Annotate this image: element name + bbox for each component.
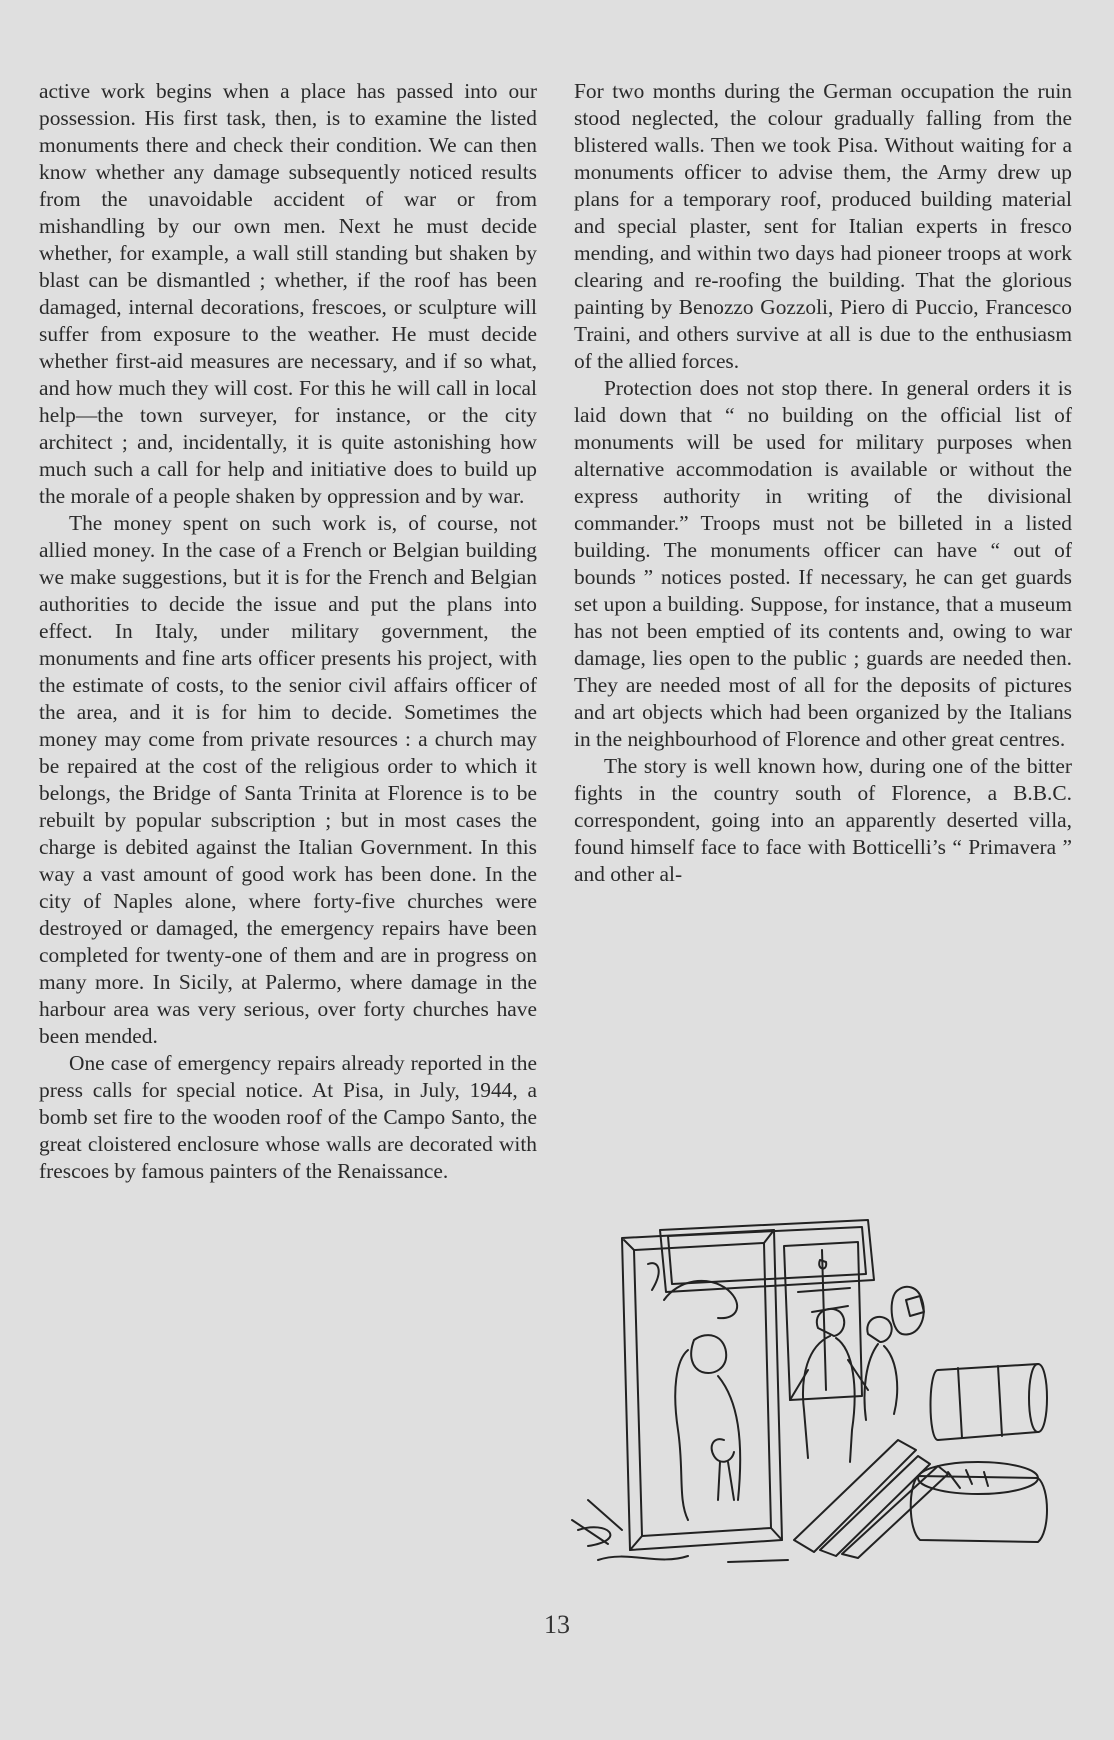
left-column: [39, 78, 537, 1185]
right-paragraph-1: For two months during the German occupation the ruin stood neglected, the colour gradually falling from the blistered walls. Then we took Pisa. Without waiting for a monuments officer to advise them, the Army drew up plans for a temporary roof, produced building material and special plaster, sent for Italian experts in fresco mending, and within two days had pioneer troops at work clearing and re-roofing the building. That the glorious painting by Benozzo Gozzoli, Piero di Puccio, Francesco Traini, and others survive at all is due to the enthusiasm of the allied forces.: [574, 79, 1072, 373]
page-number: 13: [544, 1610, 570, 1639]
left-paragraph-3: One case of emergency repairs already reported in the press calls for special notice. At Pisa, in July, 1944, a bomb set fire to the wooden roof of the Campo Santo, the great cloistered enclosure whose walls are decorated with frescoes by famous painters of the Renaissance.: [39, 1051, 537, 1183]
soldier-2: [867, 1317, 891, 1342]
left-paragraph-2: The money spent on such work is, of course, not allied money. In the case of a French or Belgian building we make suggestions, but it is for the French and Belgian authorities to decide the issue and put the plans into effect. In Italy, under military government, the monuments and fine arts officer presents his project, with the estimate of costs, to the senior civil affairs officer of the area, and it is for him to decide. Sometimes the money may come from private resources : a church may be repaired at the cost of the religious order to which it belongs, the Bridge of Santa Trinita at Florence is to be rebuilt by popular subscription ; but in most cases the charge is debited against the Italian Government. In this way a vast amount of good work has been done. In the city of Naples alone, where forty-five churches were destroyed or damaged, the emergency repairs have been completed for twenty-one of them and are in progress on many more. In Sicily, at Palermo, where damage in the harbour area was very serious, over forty churches have been mended.: [39, 511, 537, 1048]
right-paragraph-3: The story is well known how, during one of the bitter fights in the country south of Florence, a B.B.C. correspondent, going into an apparently deserted villa, found himself face to face with Botticelli’s “ Primavera ” and other al-: [574, 754, 1072, 886]
right-paragraph-2: Protection does not stop there. In general orders it is laid down that “ no building on the official list of monuments will be used for military purposes when alternative accommodation is available or without the express authority in writing of the divisional commander.” Troops must not be billeted in a listed building. The monuments officer can have “ out of bounds ” notices posted. If necessary, he can get guards set upon a building. Suppose, for instance, that a museum has not been emptied of its contents and, owing to war damage, lies open to the public ; guards are needed then. They are needed most of all for the deposits of pictures and art objects which had been organized by the Italians in the neighbourhood of Florence and other great centres.: [574, 376, 1072, 751]
illustration-soldiers-with-paintings: [568, 1200, 1080, 1578]
soldier-1: [817, 1309, 844, 1336]
barrel-2: [911, 1476, 1047, 1542]
left-paragraph-1: active work begins when a place has passed into our possession. His first task, then, is to examine the listed monuments there and check their condition. We can then know whether any damage subsequently noticed results from the unavoidable accident of war or from mishandling by our own men. Next he must decide whether, for example, a wall still standing but shaken by blast can be dismantled ; whether, if the roof has been damaged, internal decorations, frescoes, or sculpture will suffer from exposure to the weather. He must decide whether first-aid measures are necessary, and if so what, and how much they will cost. For this he will call in local help—the town surveyer, for instance, or the city architect ; and, incidentally, it is quite astonishing how much such a call for help and initiative does to build up the morale of a people shaken by oppression and by war.: [39, 79, 537, 508]
right-column: [574, 78, 1072, 888]
ornate-frame: [622, 1230, 782, 1550]
